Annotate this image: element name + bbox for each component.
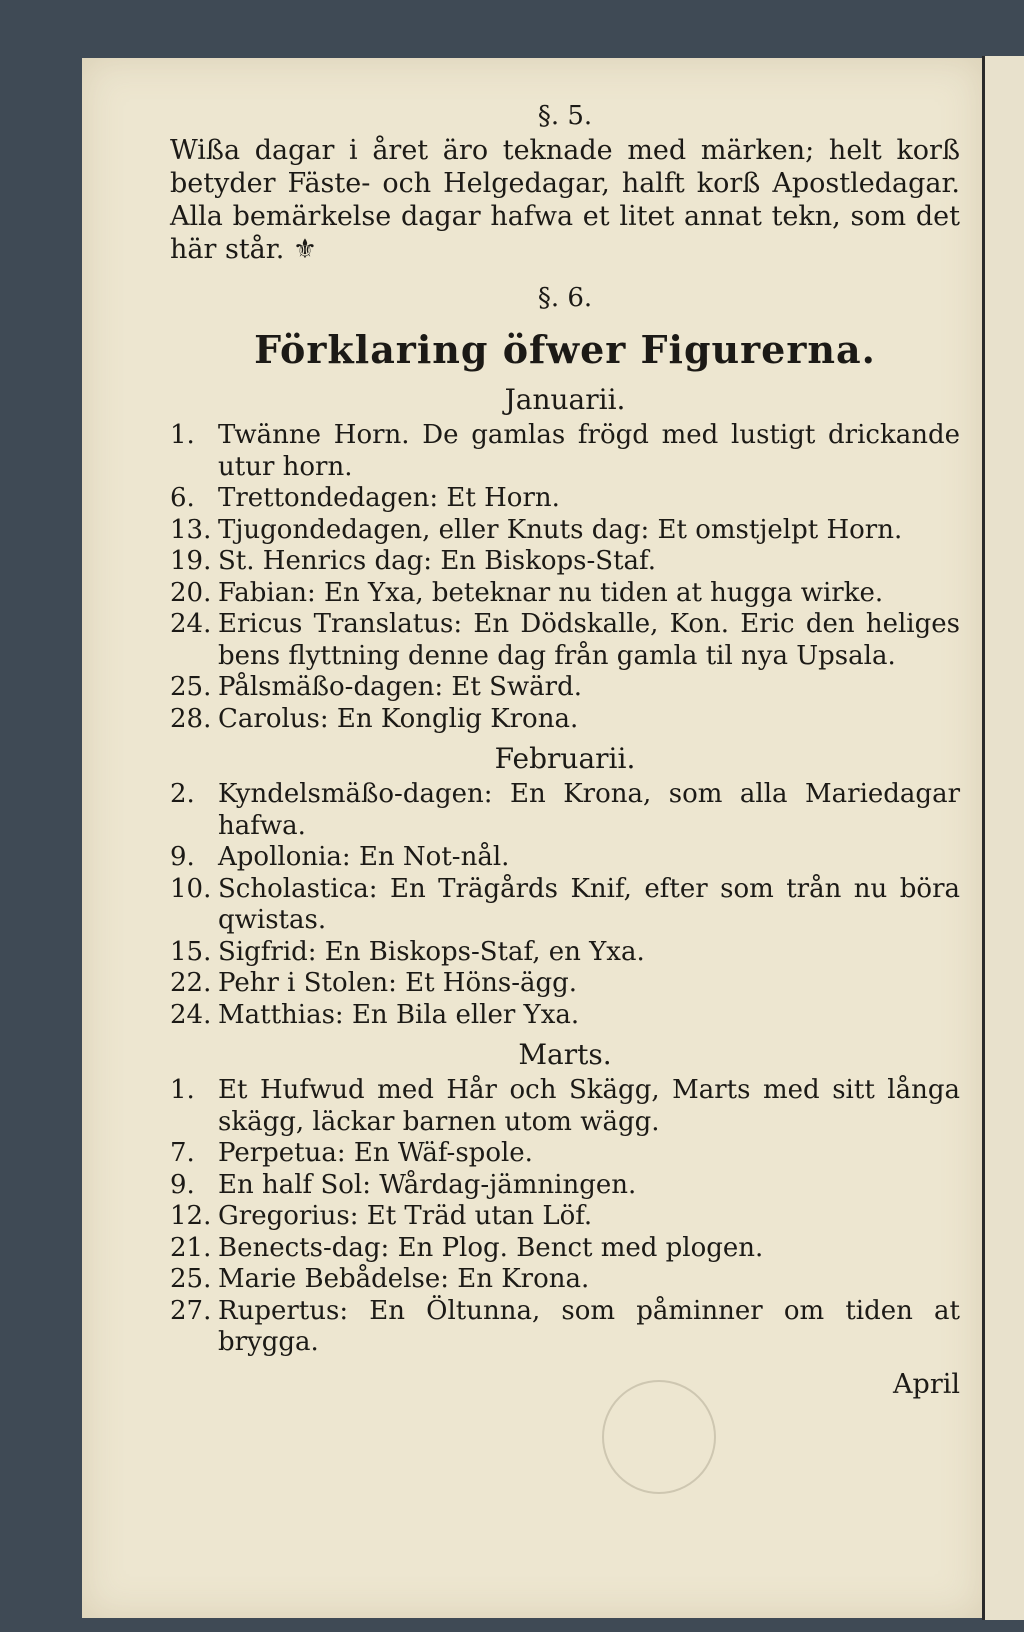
entry-day-number: 19. [170,546,212,576]
entry-text: Perpetua: En Wäf-spole. [218,1138,533,1168]
entry-text: Carolus: En Konglig Krona. [218,703,579,734]
entry-day-number: 24. [170,609,212,639]
entry-day-number: 7. [170,1138,195,1168]
book-page [82,58,982,1618]
calendar-entry [170,1075,960,1138]
calendar-entry [170,483,960,515]
entry-text: Ericus Translatus: En Dödskalle, Kon. Eric den heliges bens flyttning denne dag från gamla til nya Upsala. [218,609,960,671]
entry-day-number: 9. [170,842,195,872]
section-6-title: Förklaring öfwer Figurerna. [254,327,876,372]
entry-text: Rupertus: En Öltunna, som påminner om tiden at brygga. [218,1295,960,1357]
calendar-entry [170,874,960,937]
month-heading: Februarii. [494,742,636,775]
calendar-entry [170,1201,960,1233]
calendar-entry [170,1138,960,1170]
entry-day-number: 15. [170,936,212,967]
entry-text: En half Sol: Wårdag-jämningen. [218,1169,637,1200]
calendar-entry [170,842,960,874]
entry-text: Trettondedagen: Et Horn. [218,483,560,513]
calendar-entry [170,968,960,1000]
entry-text: Et Hufwud med Hår och Skägg, Marts med sitt långa skägg, läckar barnen utom wägg. [218,1075,960,1137]
entry-day-number: 12. [170,1201,212,1231]
section-5-heading: §. 5. [537,101,593,131]
section-6-heading: §. 6. [537,283,593,313]
calendar-entry [170,1233,960,1265]
month-heading: Januarii. [504,383,626,416]
catchword: April [893,1368,960,1400]
entry-text: Fabian: En Yxa, beteknar nu tiden at hugga wirke. [218,577,884,608]
entry-day-number: 25. [170,1264,212,1294]
entry-day-number: 24. [170,999,212,1030]
calendar-entry [170,779,960,842]
entry-day-number: 25. [170,672,212,702]
calendar-entry [170,1296,960,1359]
entry-day-number: 21. [170,1232,212,1263]
entry-text: Apollonia: En Not-nål. [218,842,510,872]
entry-text: Sigfrid: En Biskops-Staf, en Yxa. [218,936,645,967]
entry-text: Matthias: En Bila eller Yxa. [218,999,580,1030]
entry-text: Pehr i Stolen: Et Höns-ägg. [218,968,578,998]
entry-day-number: 1. [170,420,195,450]
month-heading: Marts. [518,1038,612,1071]
entry-text: Kyndelsmäßo-dagen: En Krona, som alla Mariedagar hafwa. [218,779,960,841]
calendar-entry [170,704,960,736]
calendar-entry [170,515,960,547]
entry-text: Scholastica: En Trägårds Knif, efter som trån nu böra qwistas. [218,873,960,935]
entry-text: Gregorius: Et Träd utan Löf. [218,1201,593,1231]
calendar-entry [170,420,960,483]
entry-day-number: 28. [170,703,212,734]
entry-text: Twänne Horn. De gamlas frögd med lustigt drickande utur horn. [218,420,960,482]
section-5-paragraph: Wißa dagar i året äro teknade med märken; helt korß betyder Fäste- och Helgedagar, halft korß Apostledagar. Alla bemärkelse dagar hafwa et litet annat tekn, som det här står. ⚜ [170,135,960,265]
entry-text: Benects-dag: En Plog. Benct med plogen. [218,1232,764,1263]
entry-text: St. Henrics dag: En Biskops-Staf. [218,546,656,576]
entry-day-number: 27. [170,1295,212,1326]
calendar-entry [170,672,960,704]
entry-day-number: 20. [170,577,212,608]
calendar-entry [170,609,960,672]
entry-day-number: 13. [170,514,212,545]
calendar-entry [170,1170,960,1202]
entry-day-number: 2. [170,779,195,809]
calendar-entry [170,546,960,578]
calendar-entry [170,937,960,969]
entry-text: Marie Bebådelse: En Krona. [218,1264,590,1294]
calendar-entry [170,578,960,610]
entry-text: Tjugondedagen, eller Knuts dag: Et omstjelpt Horn. [218,514,903,545]
entry-day-number: 10. [170,873,212,904]
entry-text: Pålsmäßo-dagen: Et Swärd. [218,672,582,702]
entry-day-number: 9. [170,1169,195,1200]
entry-day-number: 1. [170,1075,195,1105]
facing-page-edge [982,56,1024,1620]
page-text [170,98,960,1400]
entry-day-number: 6. [170,483,195,513]
calendar-entry [170,1264,960,1296]
month-list [170,380,960,1359]
entry-day-number: 22. [170,968,212,998]
calendar-entry [170,1000,960,1032]
